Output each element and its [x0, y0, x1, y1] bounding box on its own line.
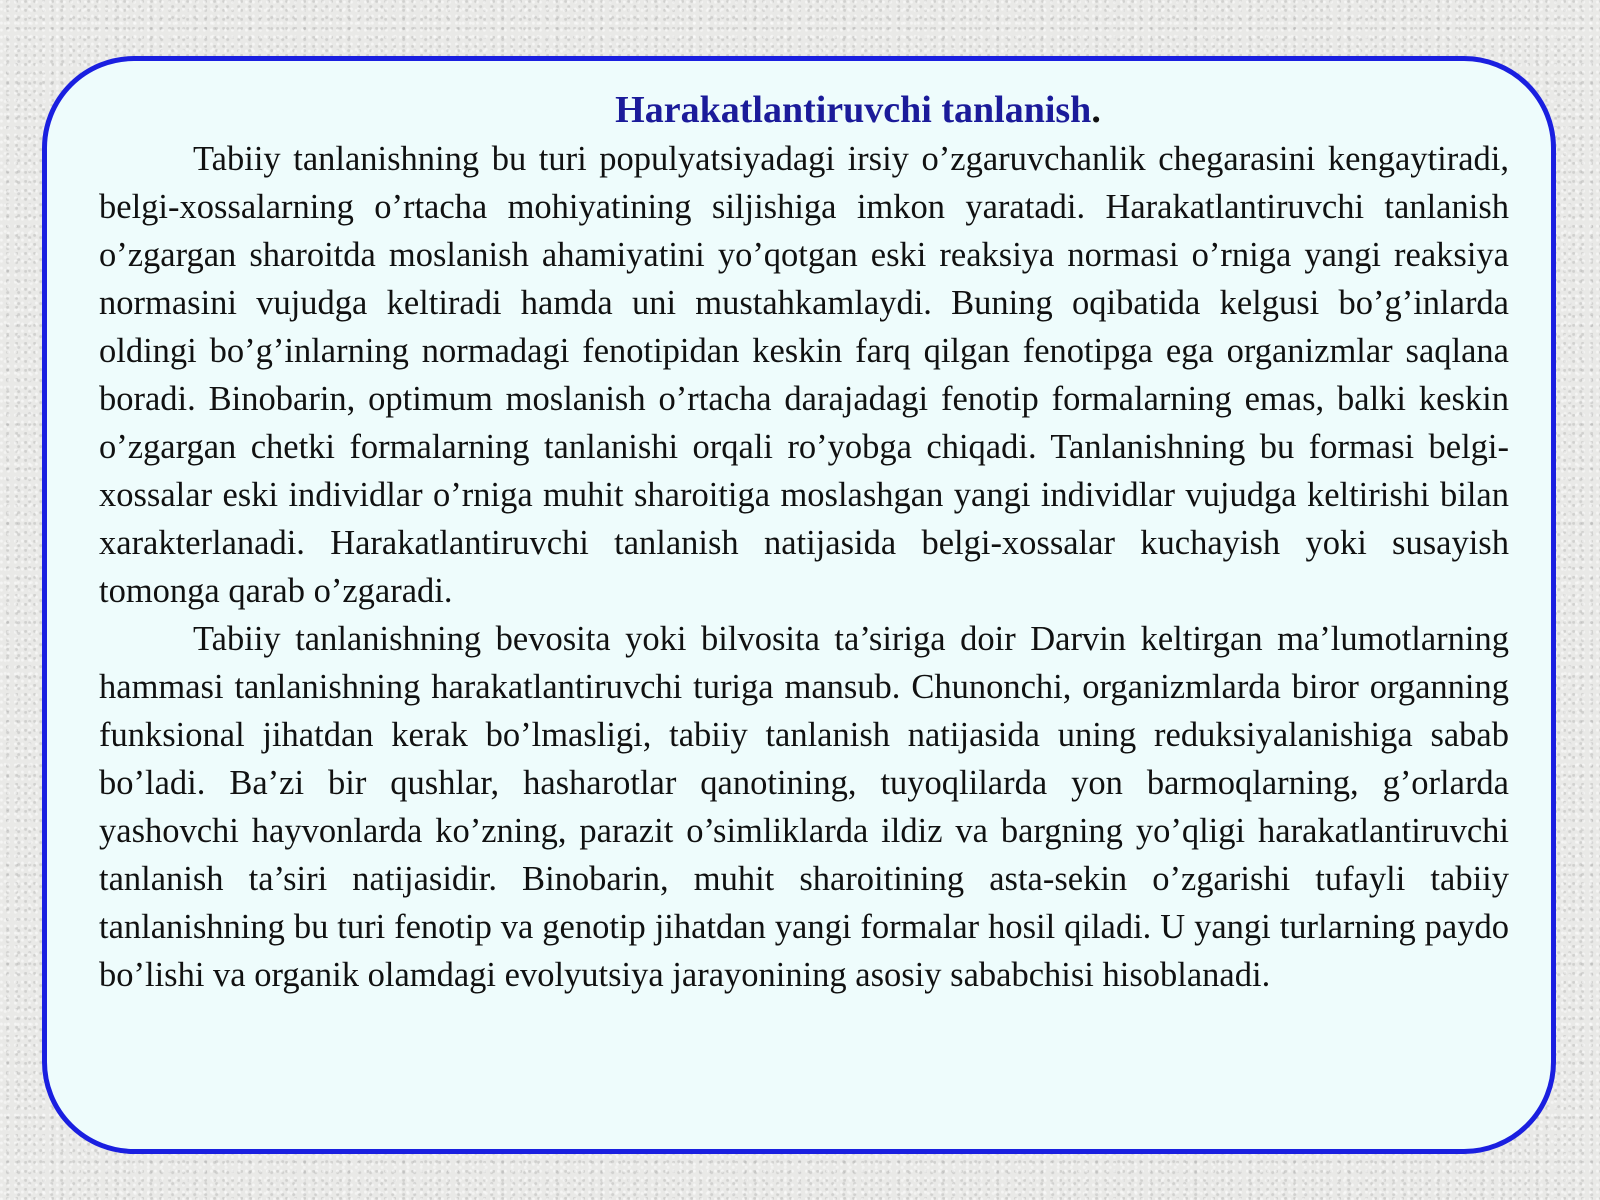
paragraph-1: Tabiiy tanlanishning bu turi populyatsiyadagi irsiy o’zgaruvchanlik chegarasini kengaytiradi, belgi-xossalarning o’rtacha mohiyatining siljishiga imkon yaratadi. Harakatlantiruvchi tanlanish o’zgargan sharoitda moslanish ahamiyatini yo’qotgan eski reaksiya normasi o’rniga yangi reaksiya normasini vujudga keltiradi hamda uni mustahkamlaydi. Buning oqibatida kelgusi bo’g’inlarda oldingi bo’g’inlarning normadagi fenotipidan keskin farq qilgan fenotipga ega organizmlar saqlana boradi. Binobarin, optimum moslanish o’rtacha darajadagi fenotip formalarning emas, balki keskin o’zgargan chetki formalarning tanlanishi orqali ro’yobga chiqadi. Tanlanishning bu formasi belgi-xossalar eski individlar o’rniga muhit sharoitiga moslashgan yangi individlar vujudga keltirishi bilan xarakterlanadi. Harakatlantiruvchi tanlanish natijasida belgi-xossalar kuchayish yoki susayish tomonga qarab o’zgaradi. [99, 140, 1509, 610]
title-text: Harakatlantiruvchi tanlanish [615, 89, 1092, 131]
title-period: . [1091, 89, 1101, 131]
paragraph-2: Tabiiy tanlanishning bevosita yoki bilvosita ta’siriga doir Darvin keltirgan ma’lumotlarning hammasi tanlanishning harakatlantiruvchi turiga mansub. Chunonchi, organizmlarda biror organning funksional jihatdan kerak bo’lmasligi, tabiiy tanlanish natijasida uning reduksiyalanishiga sabab bo’ladi. Ba’zi bir qushlar, hasharotlar qanotining, tuyoqlilarda yon barmoqlarning, g’orlarda yashovchi hayvonlarda ko’zning, parazit o’simliklarda ildiz va bargning yo’qligi harakatlantiruvchi tanlanish ta’siri natijasidir. Binobarin, muhit sharoitining asta-sekin o’zgarishi tufayli tabiiy tanlanishning bu turi fenotip va genotip jihatdan yangi formalar hosil qiladi. U yangi turlarning paydo bo’lishi va organik olamdagi evolyutsiya jarayonining asosiy sababchisi hisoblanadi. [99, 620, 1509, 994]
page-title [99, 85, 1509, 135]
document-content [99, 85, 1509, 999]
text-panel [42, 56, 1556, 1154]
